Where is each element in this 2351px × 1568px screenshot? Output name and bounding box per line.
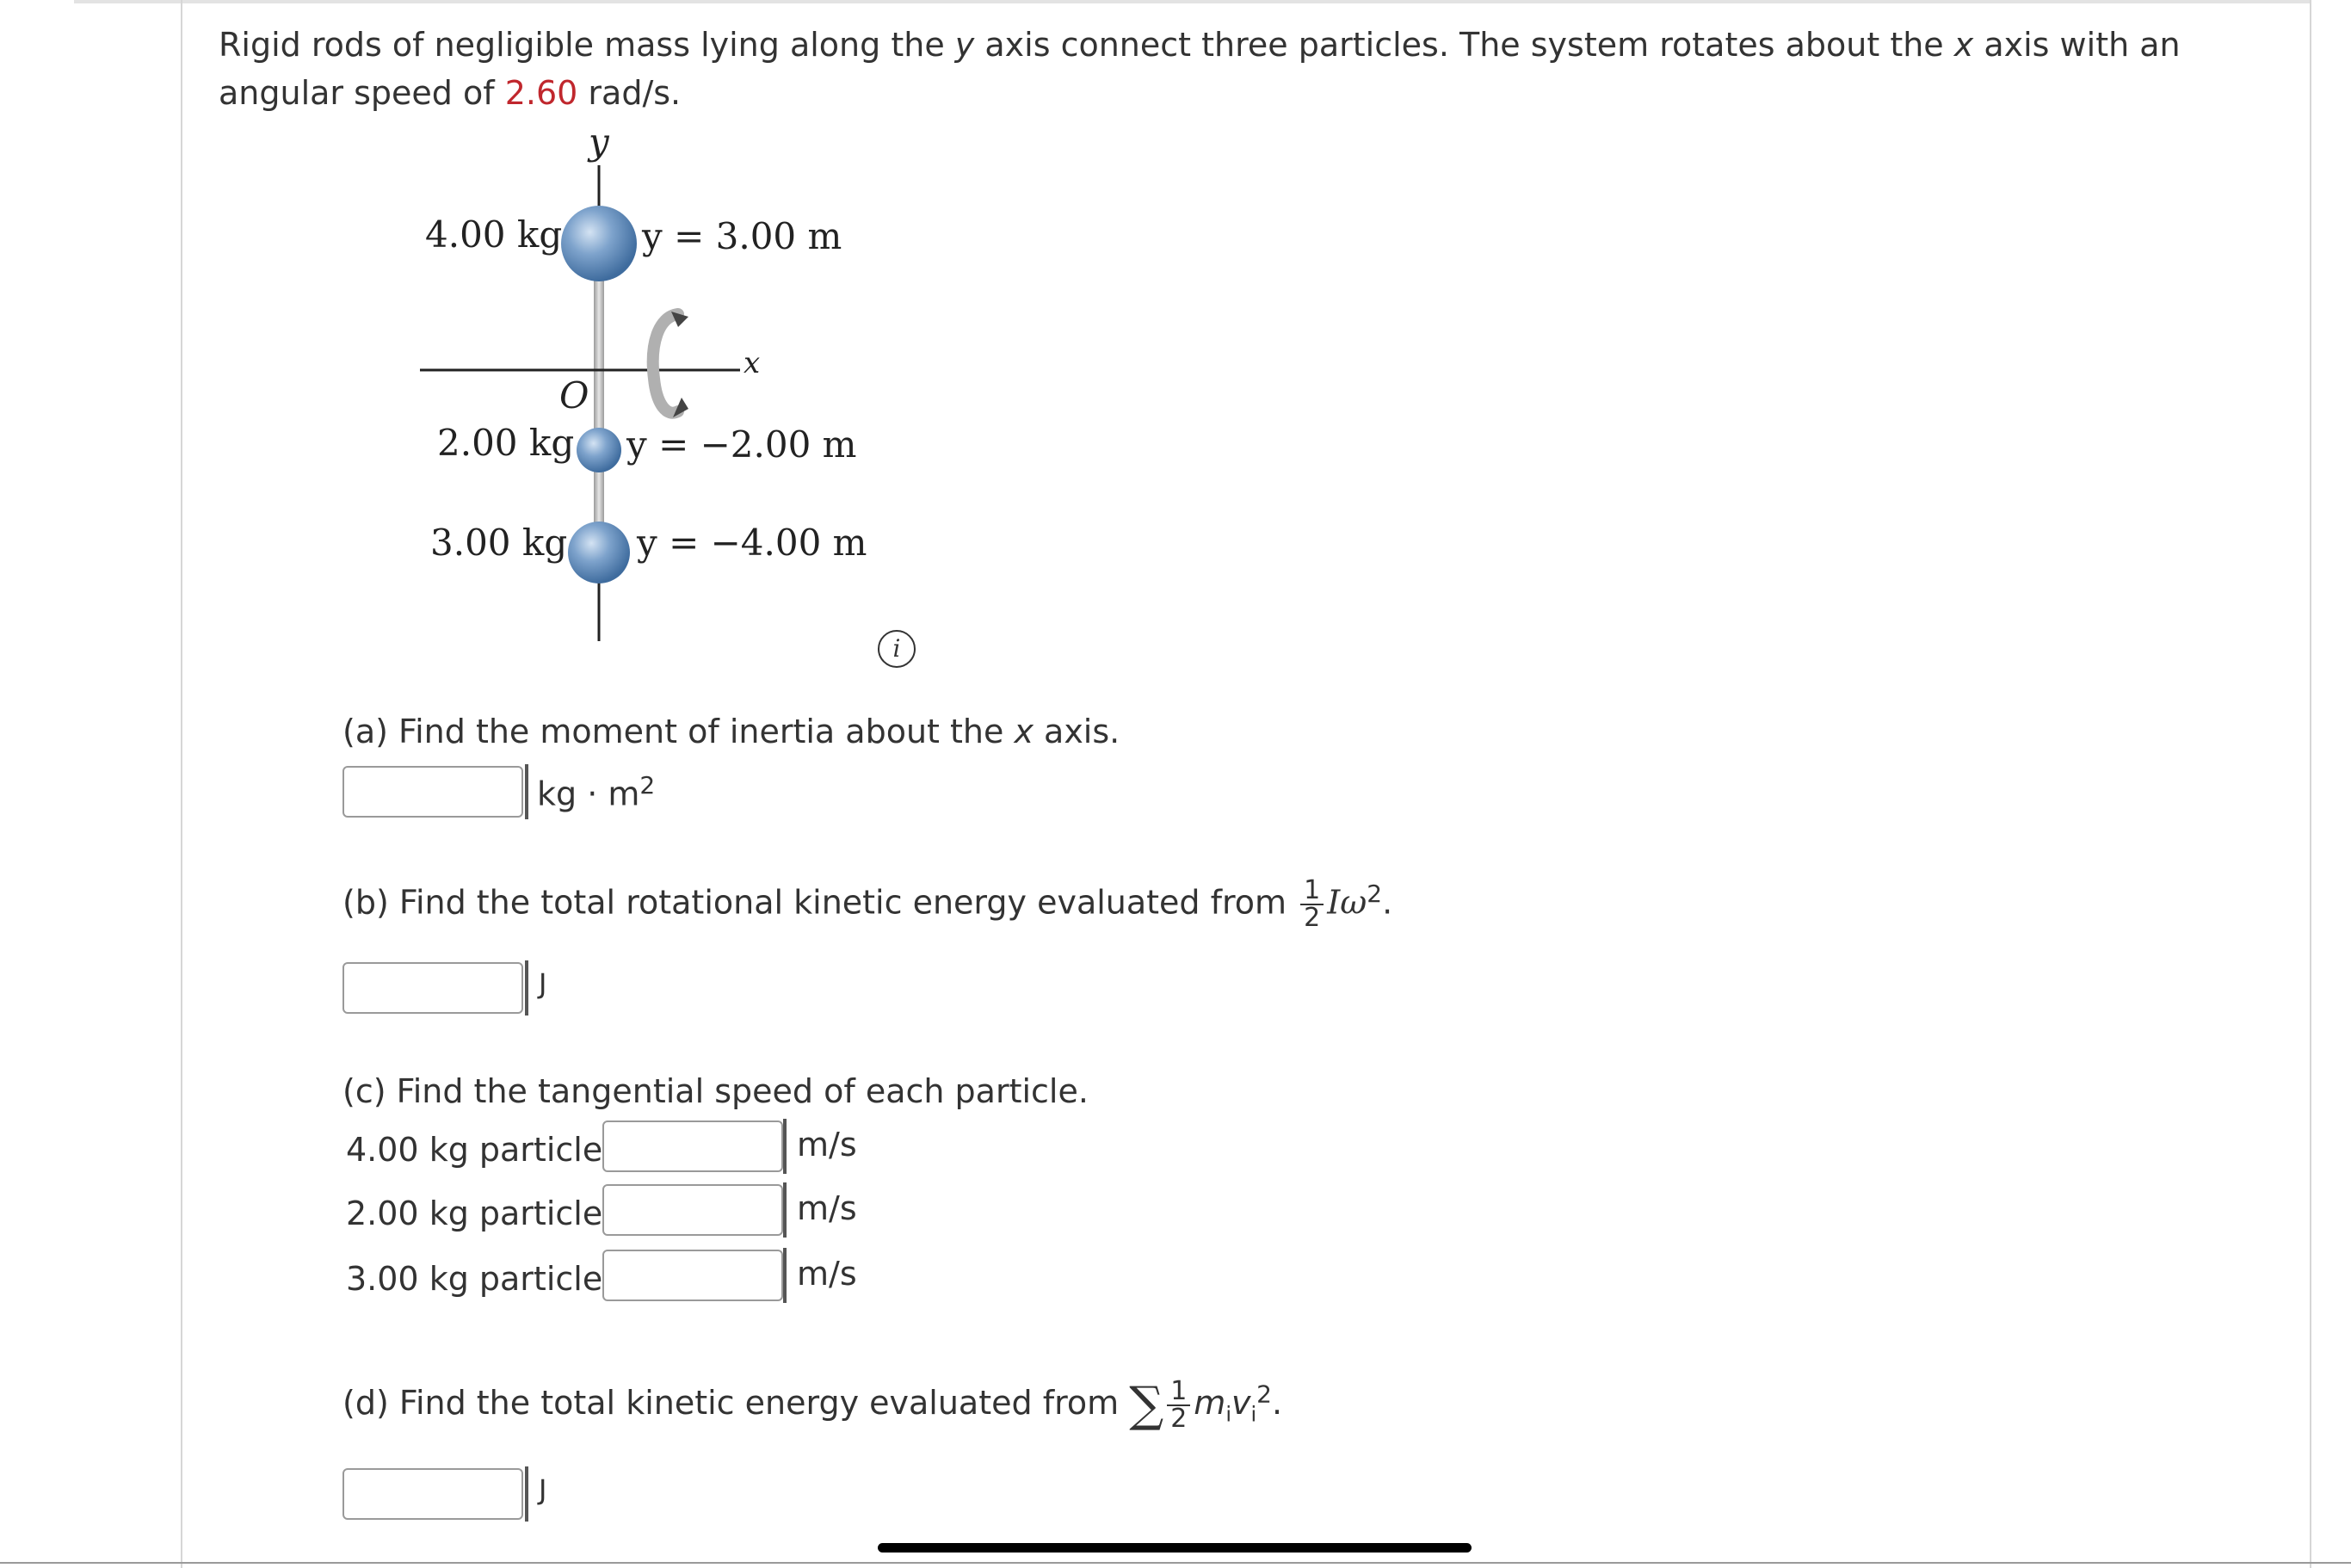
top-border [74,0,2311,3]
part-a-var: x [1014,713,1034,750]
part-d-fraction [1167,1375,1190,1434]
particle-2kg [577,428,621,472]
part-d-end: . [1272,1384,1283,1422]
part-c-answer-input-4kg[interactable] [602,1120,783,1172]
problem-statement [219,21,2284,117]
part-a-prompt [342,713,1120,750]
part-c-unit-3kg: m/s [797,1255,857,1293]
part-a-text-2: axis. [1033,713,1120,750]
part-b-prompt [342,875,1393,933]
part-b-fraction [1300,875,1324,933]
part-a-answer-input[interactable] [342,766,523,818]
home-indicator[interactable] [878,1543,1472,1553]
content-left-border [181,0,182,1568]
omega-unit: rad/s. [577,74,682,112]
part-c-unit-4kg: m/s [797,1126,857,1164]
part-a-input-edge [525,764,528,819]
part-c-answer-input-3kg[interactable] [602,1250,783,1301]
part-b-formula-end: . [1382,883,1393,922]
problem-var-x: x [1953,26,1974,64]
particle-3kg [568,522,630,583]
part-d-mass-sub: i [1225,1402,1231,1427]
part-d-velocity-var: v [1231,1384,1251,1422]
part-d-answer-input[interactable] [342,1468,523,1520]
particle-4kg [561,206,637,281]
origin-label: O [559,374,589,417]
position-label-2kg: y = −2.00 m [626,423,857,466]
y-axis-label: y [589,120,609,163]
part-b-text: (b) Find the total rotational kinetic energy evaluated from [342,883,1298,922]
part-d-velocity-sub: i [1250,1402,1257,1427]
sigma-symbol: ∑ [1129,1377,1164,1433]
part-c-answer-input-2kg[interactable] [602,1184,783,1236]
omega-value: 2.60 [504,74,578,112]
part-c-input-edge-3kg [783,1248,787,1303]
part-b-unit: J [539,967,547,1000]
part-c-row-label-2kg: 2.00 kg particle [346,1195,603,1232]
part-c-input-edge-2kg [783,1182,787,1238]
part-d-frac-num: 1 [1167,1379,1190,1406]
part-c-row-label-3kg: 3.00 kg particle [346,1260,603,1298]
part-b-formula-exp: 2 [1367,879,1383,908]
part-c-unit-2kg: m/s [797,1189,857,1227]
mass-label-2kg: 2.00 kg [437,422,575,464]
particle-diagram [404,120,886,654]
part-b-answer-input[interactable] [342,962,523,1014]
mass-label-4kg: 4.00 kg [425,213,563,256]
part-a-unit-main: kg · m [537,775,640,813]
diagram-svg [404,120,886,654]
part-c-prompt: (c) Find the tangential speed of each particle. [342,1072,1089,1110]
position-label-4kg: y = 3.00 m [642,215,842,257]
part-d-prompt [342,1377,1282,1433]
part-a-unit [537,771,655,813]
info-icon[interactable]: i [878,630,916,668]
part-d-frac-den: 2 [1170,1403,1188,1434]
problem-text-1: Rigid rods of negligible mass lying along the [219,26,955,64]
problem-text-3: axis with an angular speed of [219,26,2181,112]
problem-text-2: axis connect three particles. The system rotates about the [974,26,1954,64]
part-c-row-label-4kg: 4.00 kg particle [346,1131,603,1169]
part-c-input-edge-4kg [783,1119,787,1174]
part-d-unit: J [539,1473,547,1506]
part-b-formula: Iω [1327,883,1367,922]
mass-label-3kg: 3.00 kg [430,522,568,564]
problem-var-y: y [954,26,975,64]
bottom-border [0,1562,2351,1564]
part-d-text: (d) Find the total kinetic energy evaluated from [342,1384,1130,1422]
part-b-input-edge [525,960,528,1015]
part-b-frac-num: 1 [1300,878,1324,905]
part-a-unit-exp: 2 [639,771,656,799]
position-label-3kg: y = −4.00 m [637,522,867,564]
part-d-mass-var: m [1194,1384,1226,1422]
part-b-frac-den: 2 [1304,903,1321,933]
part-d-exp: 2 [1256,1380,1272,1409]
rotation-arrow [653,314,678,413]
x-axis-label: x [744,346,761,380]
content-right-border [2310,0,2311,1568]
part-a-text-1: (a) Find the moment of inertia about the [342,713,1015,750]
part-d-input-edge [525,1466,528,1522]
